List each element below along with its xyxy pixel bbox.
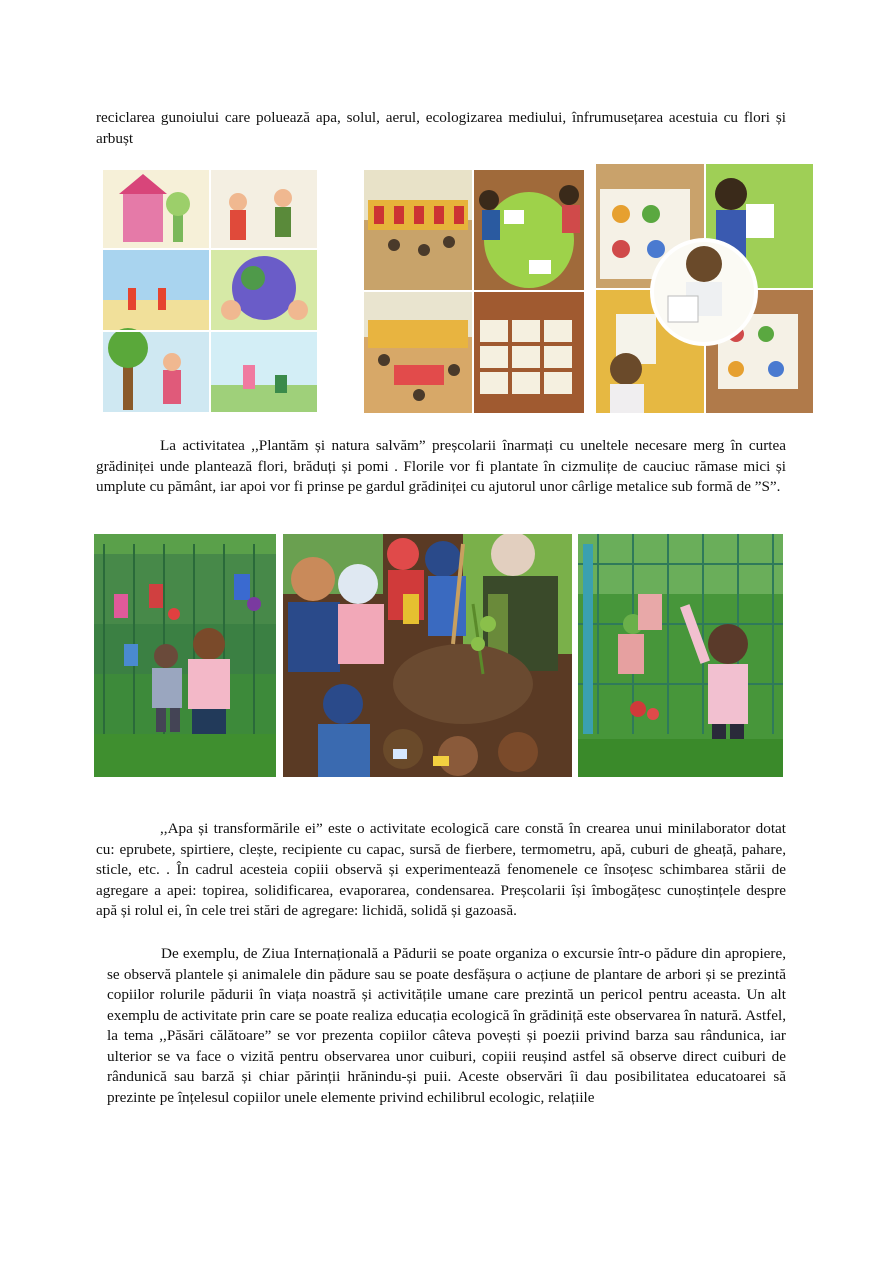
girl-at-fence-photo bbox=[578, 534, 783, 777]
paragraph-planting: La activitatea ,,Plantăm și natura salvăm” preșcolarii înarmați cu uneltele necesare merg în curtea grădiniței unde plantează flori, brăduți și pomi . Florile vor fi plantate în cizmulițe de cauciuc rămase mici și umplute cu pământ, iar apoi vor fi prinse pe gardul grădiniței cu ajutorul unor cârlige metalice sub formă de ”S”. bbox=[96, 437, 786, 495]
paragraph-water: ,,Apa și transformările ei” este o activitate ecologică care constă în crearea unui minilaborator dotat cu: eprubete, spirtiere, clește, recipiente cu capac, sursă de fierbere, termometru, apă, cuburi de gheață, pahare, sticle, etc. . În cadrul acesteia copiii observă și experimentează fenomenele ce însoțesc schimbarea stării de agregare a apei: topirea, solidificarea, evaporarea, condensarea. Preșcolarii își îmbogățesc cunoștințele despre apă și rolul ei, în cele trei stări de agregare: lichidă, solidă și gazoasă. bbox=[96, 820, 786, 919]
classroom-activity-collage bbox=[364, 170, 584, 413]
paragraph-forest: De exemplu, de Ziua Internațională a Pădurii se poate organiza o excursie într-o pădure din apropiere, se observă plantele și animalele din pădure sau se poate desfășura o acțiune de plantare de arbori și se prezintă copiilor rolurile pădurii în viața noastră și activitățile umane care prezintă un pericol pentru aceasta. Un alt exemplu de activitate prin care se poate realiza educația ecologică în grădiniță este observarea în natură. Astfel, la tema ,,Păsări călătoare” se vor prezenta copiilor câteva povești și poezii privind barza sau rândunica, iar ulterior se va face o vizită pentru observarea unor cuiburi, copiii reușind astfel să observe direct cuiburi de rândunică sau barză și chiar părinții hrănindu-și puii. Aceste observări îi dau posibilitatea educatoarei să prezinte pe înțelesul copiilor unele elemente privind echilibrul ecologic, relațiile bbox=[107, 945, 786, 1106]
tree-planting-photo bbox=[283, 534, 572, 777]
children-drawing-collage bbox=[596, 164, 813, 413]
children-drawings-collage bbox=[103, 170, 317, 412]
boots-on-fence-photo bbox=[94, 534, 276, 777]
paragraph-recycling: reciclarea gunoiului care poluează apa, solul, aerul, ecologizarea mediului, înfrumusețarea acestuia cu flori și arbușt bbox=[96, 109, 786, 147]
